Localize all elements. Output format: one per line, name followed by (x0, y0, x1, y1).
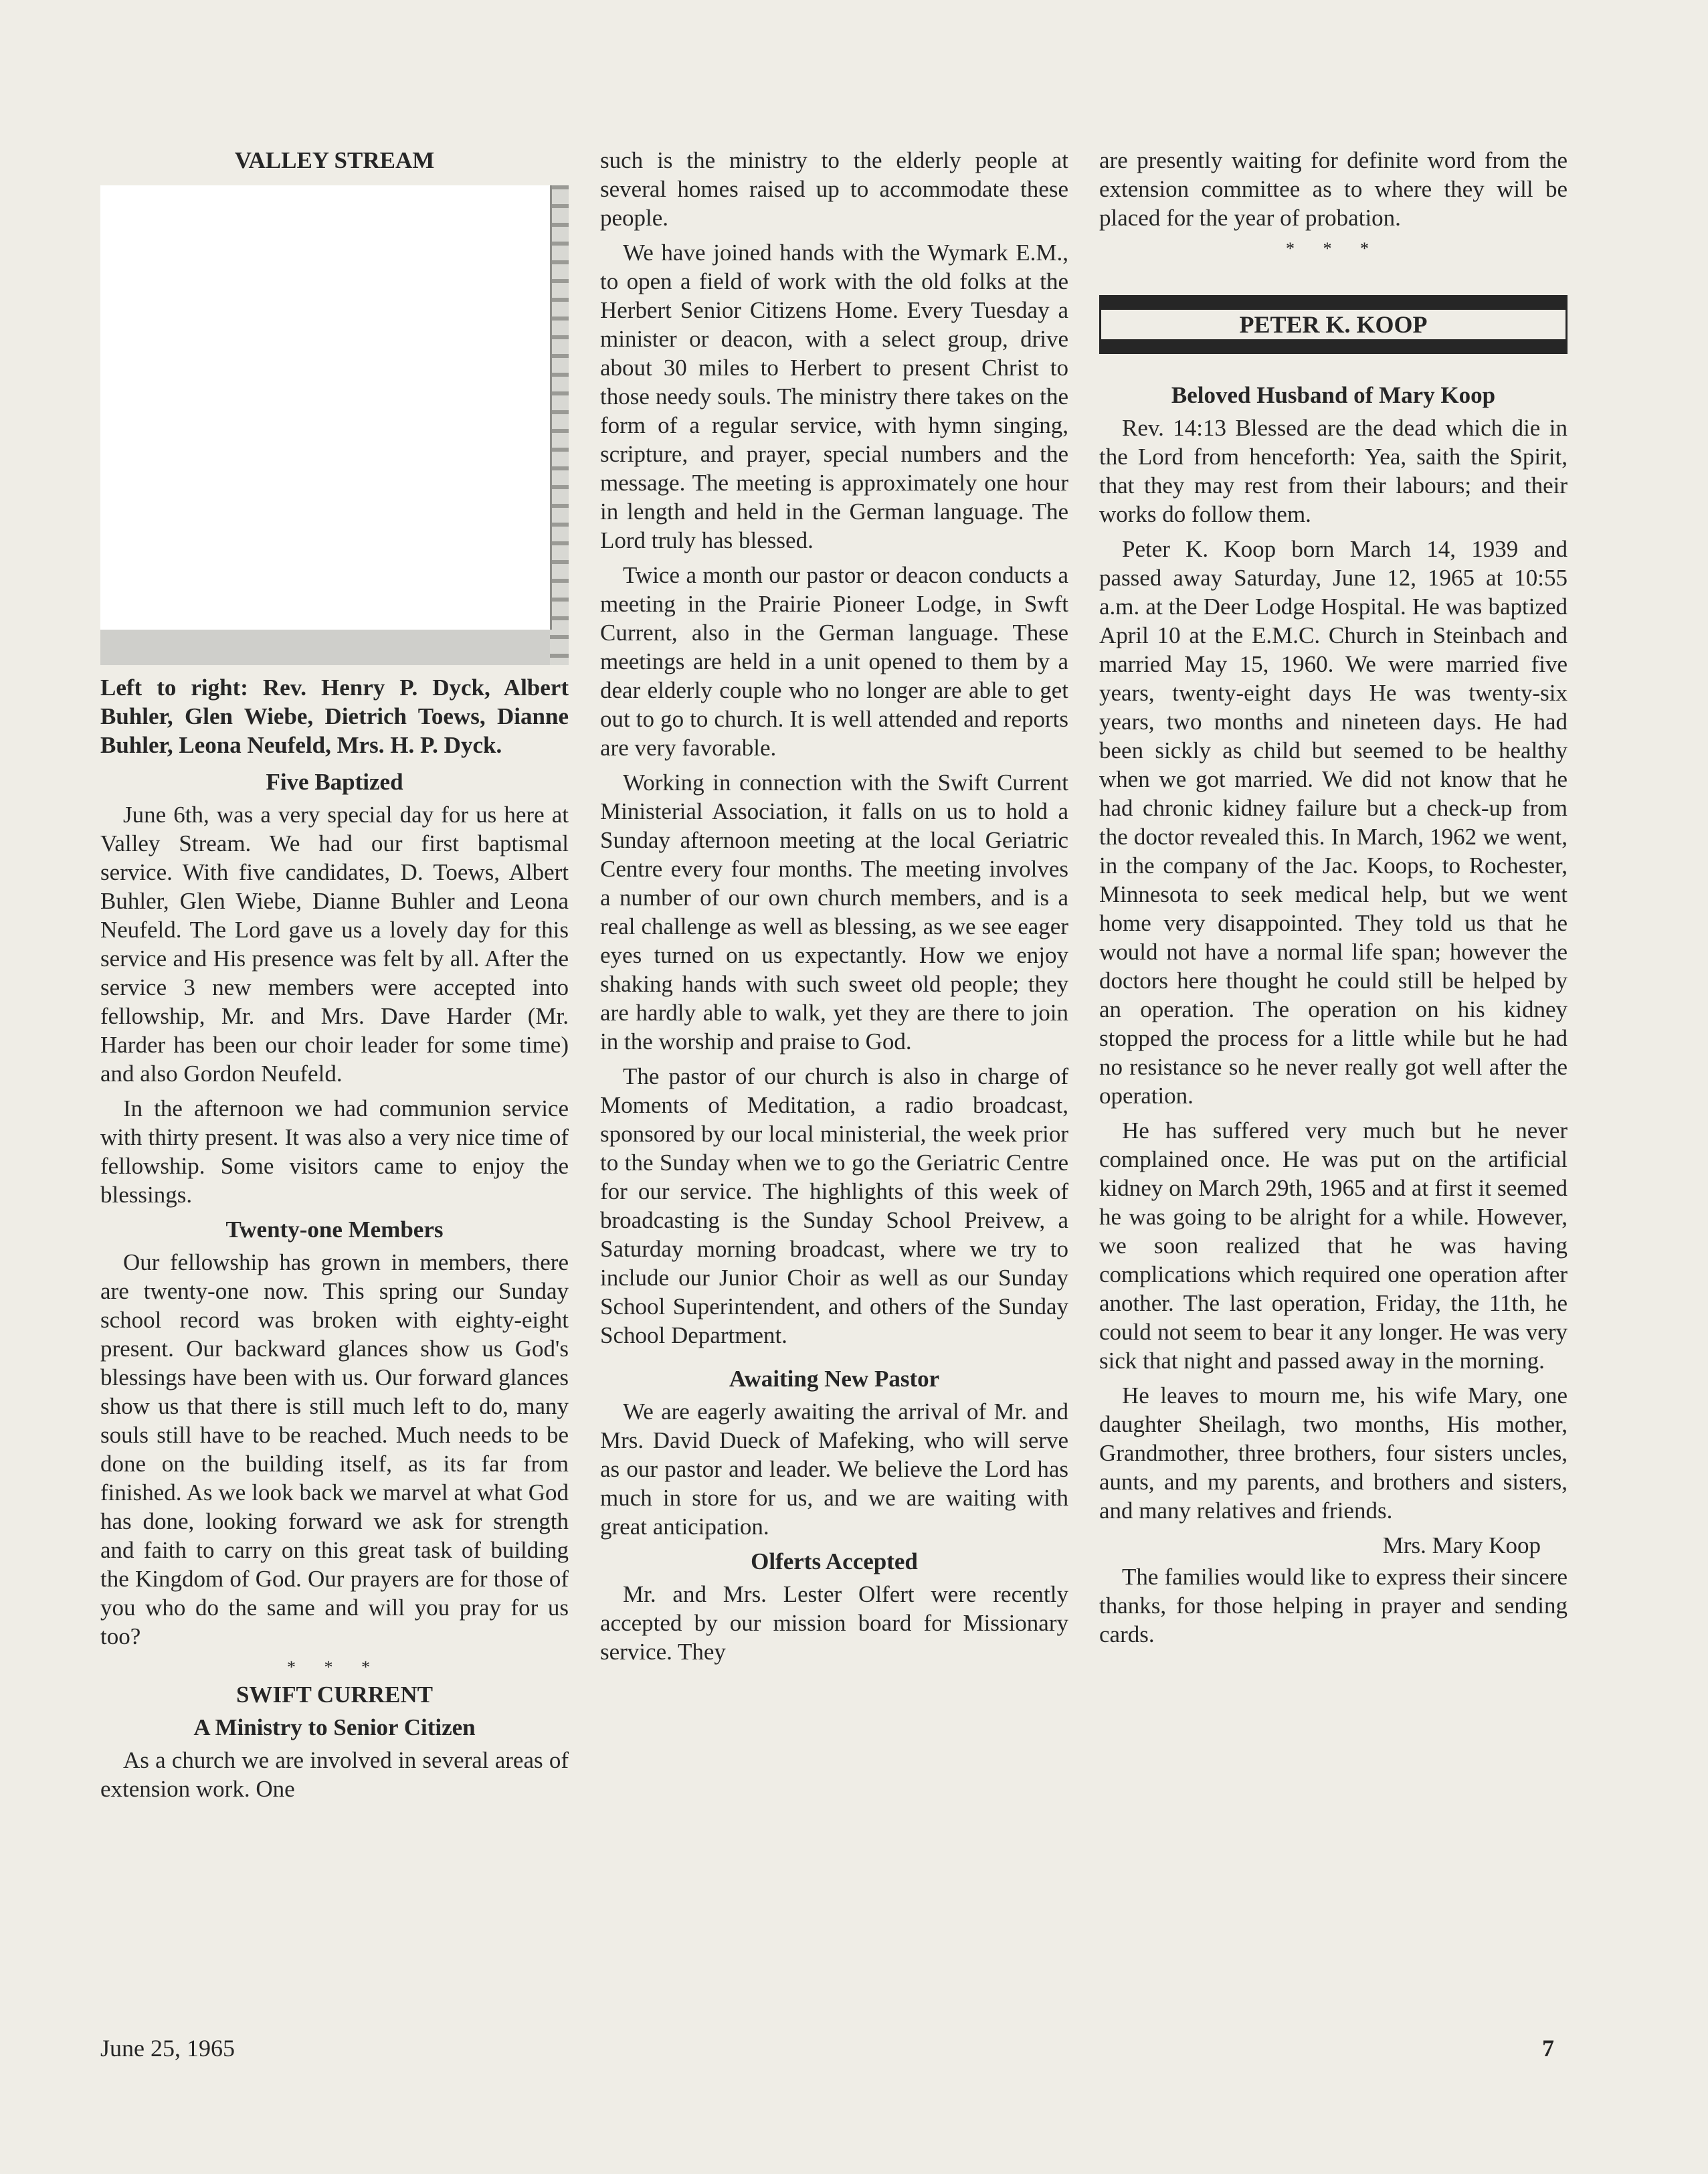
footer-date: June 25, 1965 (100, 2035, 235, 2062)
paragraph: In the afternoon we had communion service with thirty present. It was also a very nice time of fellowship. Some visitors came to enjoy the blessings. (100, 1095, 569, 1208)
column-2 (600, 146, 1068, 1672)
paragraph: Twice a month our pastor or deacon conducts a meeting in the Prairie Pioneer Lodge, in Swft Current, also in the German language. These meetings are held in a unit opened to them by a dear elderly couple who no longer are able to get out to go to church. It is well attended and reports are very favorable. (600, 562, 1068, 761)
banner-bottom-rule (1099, 339, 1568, 354)
subheading-twenty-one-members: Twenty-one Members (225, 1216, 444, 1243)
signature: Mrs. Mary Koop (1382, 1532, 1541, 1558)
paragraph: He has suffered very much but he never complained once. He was put on the artificial kidney on March 29th, 1965 and at first it seemed he was going to be alright for a while. However, we soon realized that he was having complications which required one operation after another. The last operation, Friday, the 11th, he could not seem to bear it any longer. He was very sick that night and passed away in the morning. (1099, 1117, 1568, 1374)
subheading-awaiting-new-pastor: Awaiting New Pastor (729, 1366, 940, 1392)
banner-top-rule (1099, 295, 1568, 310)
paragraph: such is the ministry to the elderly people at several homes raised up to accommodate these people. (600, 147, 1068, 231)
paragraph: Rev. 14:13 Blessed are the dead which die in the Lord from henceforth: Yea, saith the Spirit, that they may rest from their labours; and their works do follow them. (1099, 415, 1568, 527)
paragraph: Peter K. Koop born March 14, 1939 and passed away Saturday, June 12, 1965 at 10:55 a.m. at the Deer Lodge Hospital. He was baptized April 10 at the E.M.C. Church in Steinbach and married May 15, 1960. We were married five years, twenty-eight days He was twenty-six years, two months and nineteen days. He had been sickly as child but seemed to be healthy when we got married. We did not know that he had chronic kidney failure but a check-up from the doctor revealed this. In March, 1962 we went, in the company of the Jac. Koops, to Rochester, Minnesota to seek medical help, but we went home very disappointed. They told us that he would not have a normal life span; however the doctors here thought he could still be helped by an operation. The operation on his kidney stopped the process for a little while but he had no resistance so he never really got well after the operation. (1099, 536, 1568, 1109)
photo-edge (550, 185, 569, 665)
column-3 (1099, 146, 1568, 1655)
paragraph: We are eagerly awaiting the arrival of Mr. and Mrs. David Dueck of Mafeking, who will serve as our pastor and leader. We believe the Lord has much in store for us, and we are waiting with great anticipation. (600, 1398, 1068, 1540)
spacer (1099, 262, 1568, 295)
section-divider: * * * (287, 1657, 382, 1677)
obituary-banner (1099, 295, 1568, 354)
paragraph: June 6th, was a very special day for us here at Valley Stream. We had our first baptismal service. With five candidates, D. Toews, Albert Buhler, Glen Wiebe, Dianne Buhler and Leona Neufeld. The Lord gave us a lovely day for this service and His presence was felt by all. After the service 3 new members were accepted into fellowship, Mr. and Mrs. Dave Harder (Mr. Harder has been our choir leader for some time) and also Gordon Neufeld. (100, 802, 569, 1087)
paragraph: are presently waiting for definite word from the extension committee as to where they will be placed for the year of probation. (1099, 147, 1568, 231)
paragraph: He leaves to mourn me, his wife Mary, one daughter Sheilagh, two months, His mother, Grandmother, three brothers, four sisters uncles, aunts, and my parents, and brothers and sisters, and many relatives and friends. (1099, 1382, 1568, 1524)
paragraph: The families would like to express their sincere thanks, for those helping in prayer and sending cards. (1099, 1564, 1568, 1647)
paragraph: Our fellowship has grown in members, there are twenty-one now. This spring our Sunday school record was broken with eighty-eight present. Our backward glances show us God's blessings have been with us. Our forward glances show us that there is still much left to do, many souls still have to be reached. Much needs to be done on the building itself, as its far from finished. As we look back we marvel at what God has done, looking forward we ask for strength and faith to carry on this great task of building the Kingdom of God. Our prayers are for those of you who do the same and will you pray for us too? (100, 1249, 569, 1649)
section-heading-swift-current: SWIFT CURRENT (236, 1682, 433, 1708)
subheading-ministry-senior-citizen: A Ministry to Senior Citizen (193, 1714, 476, 1740)
section-heading-valley-stream: VALLEY STREAM (234, 147, 435, 173)
section-divider: * * * (1286, 239, 1381, 258)
paragraph: We have joined hands with the Wymark E.M., to open a field of work with the old folks at the Herbert Senior Citizens Home. Every Tuesday a minister or deacon, with a select group, drive about 30 miles to Herbert to present Christ to those needy souls. The ministry there takes on the form of a regular service, with hymn singing, scripture, and prayer, special numbers and the message. The meeting is approximately one hour in length and held in the German language. The Lord truly has blessed. (600, 240, 1068, 553)
photo-caption: Left to right: Rev. Henry P. Dyck, Albert Buhler, Glen Wiebe, Dietrich Toews, Dianne Buhler, Leona Neufeld, Mrs. H. P. Dyck. (100, 674, 569, 758)
page-number: 7 (1542, 2035, 1554, 2062)
subheading-five-baptized: Five Baptized (266, 769, 403, 795)
paragraph: The pastor of our church is also in charge of Moments of Meditation, a radio broadcast, sponsored by our local ministerial, the week prior to the Sunday when we to go the Geriatric Centre for our service. The highlights of this week of broadcasting is the Sunday School Preivew, a Saturday morning broadcast, where we try to include our Junior Choir as well as our Sunday School Superintendent, and others of the Sunday School Department. (600, 1063, 1068, 1348)
obituary-title: PETER K. KOOP (1099, 310, 1568, 339)
paragraph: As a church we are involved in several areas of extension work. One (100, 1747, 569, 1802)
subheading-olferts-accepted: Olferts Accepted (751, 1548, 918, 1574)
photo-redaction (100, 185, 552, 630)
paragraph: Mr. and Mrs. Lester Olfert were recently accepted by our mission board for Missionary service. They (600, 1581, 1068, 1665)
group-photo (100, 185, 569, 665)
column-1 (100, 146, 569, 1809)
subheading-beloved-husband: Beloved Husband of Mary Koop (1171, 382, 1496, 408)
paragraph: Working in connection with the Swift Current Ministerial Association, it falls on us to hold a Sunday afternoon meeting at the local Geriatric Centre every four months. The meeting involves a number of our own church members, and is a real challenge as well as blessing, as we see eager eyes turned on us expectantly. How we enjoy shaking hands with such sweet old people; they are hardly able to walk, yet they are there to join in the worship and praise to God. (600, 769, 1068, 1055)
